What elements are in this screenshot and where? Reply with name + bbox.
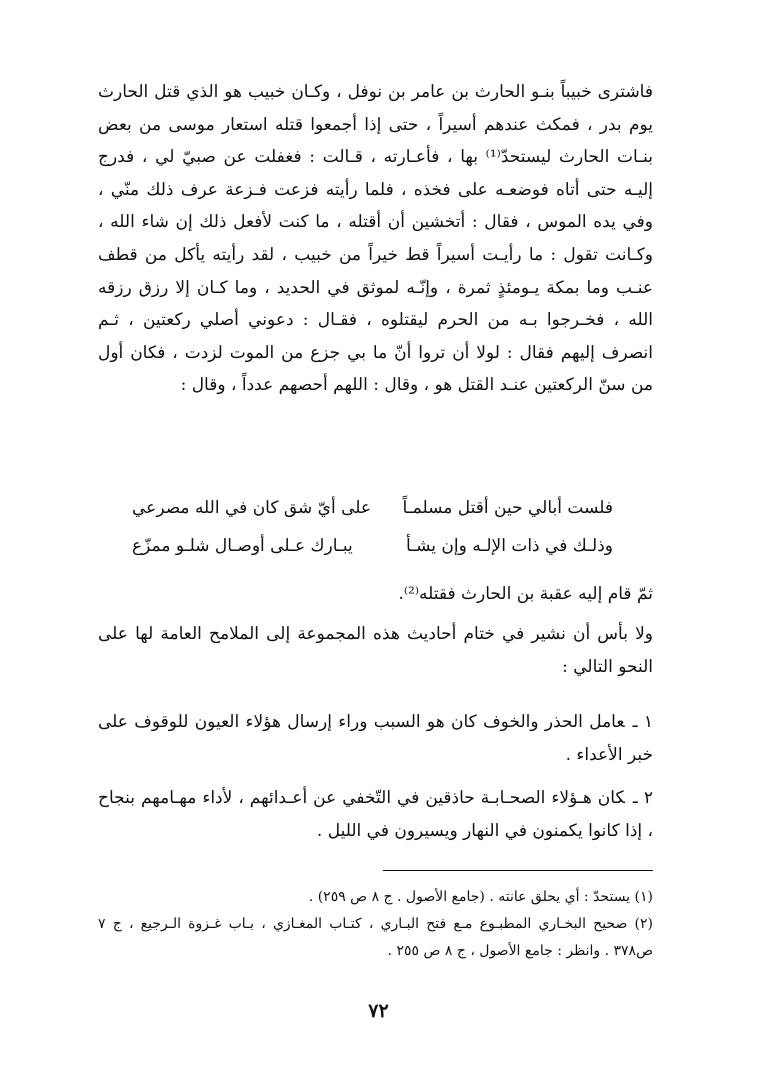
list-item-text: عامل الحذر والخوف كان هو السبب وراء إرسال هؤلاء العيون للوقوف على خبر الأعداء .: [98, 712, 653, 765]
after-poem-line: ثمّ قام إليه عقبة بن الحارث فقتله⁽²⁾.: [398, 584, 653, 604]
verse-1-first-hemistich: فلست أبالي حين أقتل مسلمـاً: [402, 498, 613, 518]
poem-verse-1: [132, 492, 613, 530]
paragraph-text: فاشترى خبيباً بنـو الحارث بن عامر بن نوفل ، وكـان خبيب هو الذي قتل الحارث يوم بدر ، فمكث عندهم أسيراً ، حتى إذا أجمعوا قتله استعار موسى من بعض بنـات الحارث ليستحدّ⁽¹⁾ بها ، فأعـارته ، قـالت : فغفلت عن صبيّ لي ، فدرج إليـه حتى أتاه فوضعـه على فخذه ، فلما رأيته فزعت فـزعة عرف ذلك منّي ، وفي يده الموس ، فقال : أتخشين أن أقتله ، ما كنت لأفعل ذلك إن شاء الله ، وكـانت تقول : ما رأيـت أسيراً قط خيراً من خبيب ، لقد رأيته يأكل من قطف عنـب وما بمكة يـومئذٍ ثمرة ، وإنّـه لموثق في الحديد ، وما كـان إلا رزق رزقه الله ، فخـرجوا بـه من الحرم ليقتلوه ، فقـال : دعوني أصلي ركعتين ، ثـم انصرف إليهم فقال : لولا أن تروا أنّ ما بي جزع من الموت لزدت ، فكان أول من سنّ الركعتين عنـد القتل هو ، وقال : اللهم أحصهم عدداً ، وقال :: [98, 82, 654, 396]
footnote-1: (١) يستحدّ : أي يحلق عانته . (جامع الأصول . ج ٨ ص ٢٥٩) .: [308, 889, 653, 905]
main-paragraph: [98, 76, 653, 402]
list-item: [98, 782, 653, 847]
footnote-divider: [383, 870, 653, 871]
list-item: [98, 706, 653, 771]
footnote-2: (٢) صحيح البخـاري المطبـوع مـع فتح البـاري ، كتـاب المغـازي ، بـاب غـزوة الـرجيع ، ج ٧ ص٣٧٨ . وانظر : جامع الأصول ، ج ٨ ص ٢٥٥ .: [98, 916, 653, 959]
footnotes: [98, 884, 653, 965]
list-item-text: كان هـؤلاء الصحـابـة حاذقين في التّخفي عن أعـدائهم ، لأداء مهـامهم بنجاح ، إذا كانوا يكمنون في النهار ويسيرون في الليل .: [98, 788, 653, 841]
verse-2-second-hemistich: يبـارك عـلى أوصـال شلـو ممزّع: [132, 536, 353, 556]
poem: [132, 492, 613, 568]
poem-verse-2: [132, 530, 613, 568]
list-item-number: ٢ ـ: [632, 788, 653, 808]
verse-2-first-hemistich: وذلـك في ذات الإلـه وإن يشـأ: [405, 536, 613, 556]
intro-paragraph: ولا بأس أن نشير في ختام أحاديث هذه المجموعة إلى الملامح العامة لها على النحو التالي :: [98, 624, 653, 677]
verse-1-second-hemistich: على أيّ شق كان في الله مصرعي: [132, 498, 372, 518]
list-item-number: ١ ـ: [632, 712, 653, 732]
page-number: ٧٢: [368, 1000, 389, 1022]
